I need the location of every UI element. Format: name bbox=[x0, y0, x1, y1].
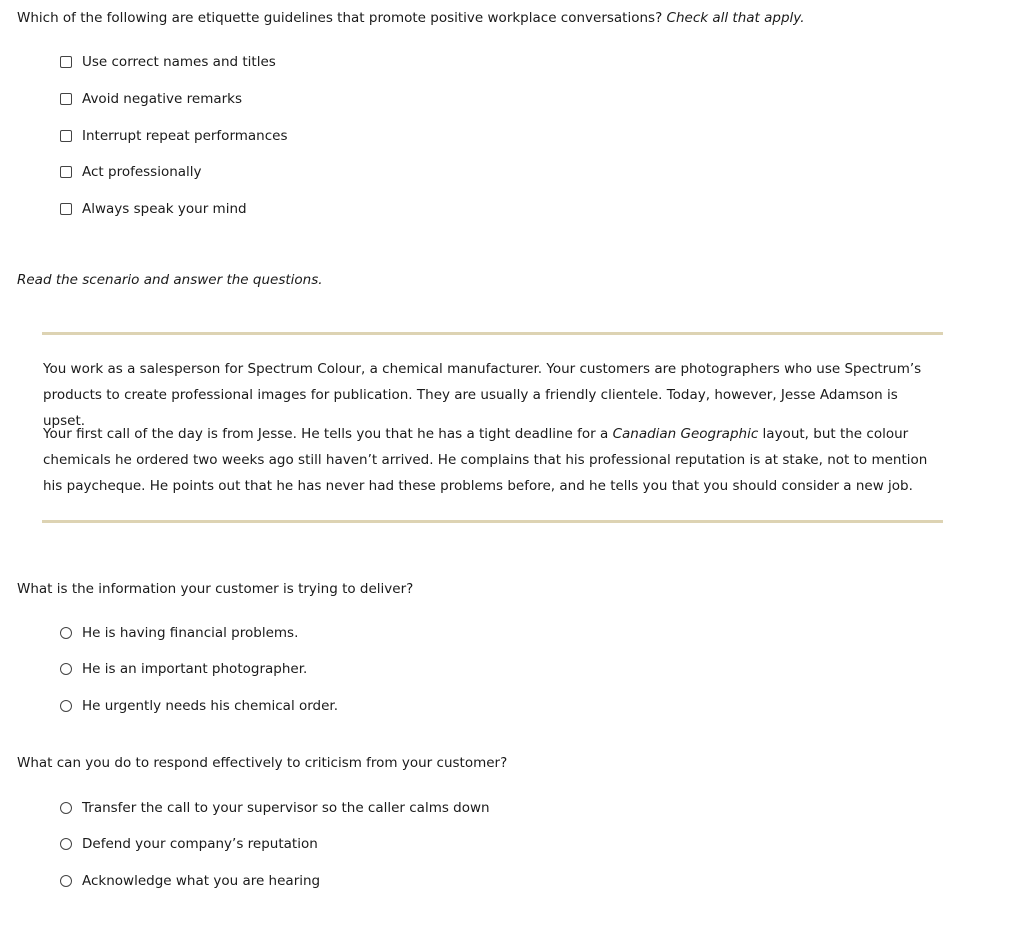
q3-option-label: Transfer the call to your supervisor so the caller calms down bbox=[82, 800, 490, 816]
q1-option-2[interactable] bbox=[60, 90, 242, 108]
q1-option-label: Use correct names and titles bbox=[82, 54, 276, 70]
scenario-p2-italic: Canadian Geographic bbox=[612, 426, 759, 442]
q1-option-3[interactable] bbox=[60, 127, 288, 145]
question-1-prompt bbox=[17, 10, 805, 26]
scenario-instruction bbox=[17, 272, 323, 288]
question-2-prompt: What is the information your customer is trying to deliver? bbox=[17, 581, 414, 597]
scenario-top-rule bbox=[42, 332, 943, 335]
q1-option-5[interactable] bbox=[60, 200, 247, 218]
q2-option-2[interactable] bbox=[60, 660, 307, 678]
q1-option-label: Always speak your mind bbox=[82, 201, 247, 217]
q1-option-1[interactable] bbox=[60, 53, 276, 71]
q2-option-1[interactable] bbox=[60, 624, 298, 642]
scenario-paragraph-2 bbox=[43, 421, 943, 499]
radio-icon[interactable] bbox=[60, 663, 72, 675]
checkbox-icon[interactable] bbox=[60, 203, 72, 215]
radio-icon[interactable] bbox=[60, 802, 72, 814]
q3-option-label: Acknowledge what you are hearing bbox=[82, 873, 321, 889]
instruction-text: Read the scenario and answer the questions. bbox=[17, 272, 323, 288]
radio-icon[interactable] bbox=[60, 838, 72, 850]
q1-option-label: Interrupt repeat performances bbox=[82, 128, 288, 144]
radio-icon[interactable] bbox=[60, 700, 72, 712]
question-3-prompt: What can you do to respond effectively to criticism from your customer? bbox=[17, 755, 508, 771]
question-1-hint: Check all that apply. bbox=[666, 10, 805, 26]
radio-icon[interactable] bbox=[60, 627, 72, 639]
checkbox-icon[interactable] bbox=[60, 56, 72, 68]
q3-option-1[interactable] bbox=[60, 799, 490, 817]
scenario-p2-before: Your first call of the day is from Jesse. He tells you that he has a tight deadline for a bbox=[43, 426, 613, 442]
question-1-text: Which of the following are etiquette guidelines that promote positive workplace conversations? bbox=[17, 10, 667, 26]
scenario-p2-after: layout, but the colour chemicals he ordered two weeks ago still haven’t arrived. He complains that his professional reputation is at stake, not to mention his paycheque. He points out that he has never had these problems before, and he tells you that you should consider a new job. bbox=[43, 426, 928, 494]
q1-option-label: Avoid negative remarks bbox=[82, 91, 243, 107]
q2-option-label: He is an important photographer. bbox=[82, 661, 308, 677]
checkbox-icon[interactable] bbox=[60, 130, 72, 142]
checkbox-icon[interactable] bbox=[60, 93, 72, 105]
q2-option-label: He is having financial problems. bbox=[82, 625, 299, 641]
radio-icon[interactable] bbox=[60, 875, 72, 887]
scenario-paragraph-1: You work as a salesperson for Spectrum Colour, a chemical manufacturer. Your customers are photographers who use Spectrum’s products to create professional images for publication. They are usually a friendly clientele. Today, however, Jesse Adamson is upset. bbox=[43, 361, 922, 429]
q2-option-3[interactable] bbox=[60, 697, 338, 715]
scenario-bottom-rule bbox=[42, 520, 943, 523]
q1-option-4[interactable] bbox=[60, 163, 202, 181]
q3-option-label: Defend your company’s reputation bbox=[82, 836, 318, 852]
q3-option-2[interactable] bbox=[60, 835, 318, 853]
q2-option-label: He urgently needs his chemical order. bbox=[82, 698, 339, 714]
q3-option-3[interactable] bbox=[60, 872, 320, 890]
checkbox-icon[interactable] bbox=[60, 166, 72, 178]
q1-option-label: Act professionally bbox=[82, 164, 202, 180]
